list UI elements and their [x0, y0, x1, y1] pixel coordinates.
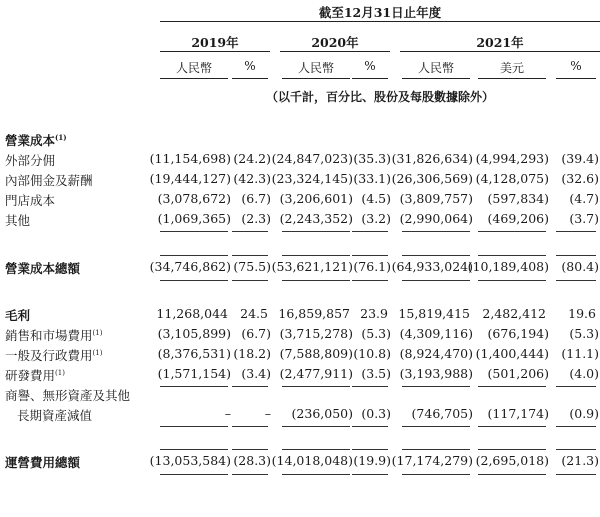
cell-underline [160, 474, 228, 475]
section-cost-heading [0, 131, 600, 151]
cell-value: (24,847,023) [271, 151, 353, 166]
cell-overline [402, 449, 470, 450]
table-row [0, 306, 600, 326]
row-label-text: 銷售和市場費用 [5, 328, 93, 343]
cell-value: (1,571,154) [157, 366, 231, 381]
col-pct-2019: % [244, 59, 256, 73]
footnote-mark: (1) [55, 132, 67, 142]
cell-value: (469,206) [487, 211, 549, 226]
cell-overline [556, 449, 596, 450]
row-label [5, 386, 130, 404]
col-rule [160, 78, 228, 79]
units-note: （以千計，百分比、股份及每股數據除外） [265, 90, 494, 104]
cell-overline [352, 449, 388, 450]
cell-value: (2,243,352) [279, 211, 353, 226]
row-label-text: 長期資產減值 [17, 408, 93, 423]
cell-value: 2,482,412 [482, 306, 546, 321]
cell-value: (1,400,444) [475, 346, 549, 361]
cell-value: 24.5 [240, 306, 268, 321]
cell-value: (2.3) [241, 211, 271, 226]
row-label-text: 門店成本 [5, 193, 56, 208]
cell-underline [352, 426, 388, 427]
table-row [0, 406, 600, 426]
cell-value: – [264, 406, 271, 421]
cell-value: (5.3) [569, 326, 599, 341]
cell-value: (6.7) [241, 191, 271, 206]
cell-value: (13,053,584) [149, 453, 231, 468]
cell-overline [402, 255, 470, 256]
cell-value: (3,105,899) [157, 326, 231, 341]
col-rmb-2021: 人民幣 [417, 61, 454, 75]
cell-value: (23,324,145) [271, 171, 353, 186]
row-label [5, 211, 30, 229]
row-label-text: 營業成本總額 [5, 261, 81, 276]
cell-overline [478, 255, 546, 256]
cell-value: (3.5) [361, 366, 391, 381]
col-rule [352, 78, 388, 79]
cell-value: (2,695,018) [475, 453, 549, 468]
row-label-text: 外部分佣 [5, 153, 56, 168]
cell-value: (501,206) [487, 366, 549, 381]
cell-value: (11,154,698) [149, 151, 231, 166]
footnote-mark: (1) [92, 328, 103, 337]
cell-value: (39.4) [561, 151, 599, 166]
row-label [5, 326, 102, 344]
cell-value: – [224, 406, 231, 421]
cell-underline [556, 231, 596, 232]
table-row [0, 191, 600, 211]
row-label [5, 346, 102, 364]
cell-underline [282, 231, 350, 232]
cell-value: (76.1) [353, 259, 391, 274]
cell-value: (19,444,127) [149, 171, 231, 186]
cell-value: (597,834) [487, 191, 549, 206]
cell-overline [232, 255, 268, 256]
cell-overline [282, 449, 350, 450]
cell-underline [160, 280, 228, 281]
row-label-text: 其他 [5, 213, 31, 228]
year-2019: 2019年 [191, 35, 239, 50]
table-row [0, 259, 600, 279]
cell-underline [402, 426, 470, 427]
row-label-text: 毛利 [5, 308, 31, 323]
cell-value: (21.3) [561, 453, 599, 468]
cell-overline [352, 255, 388, 256]
cell-value: (4.0) [569, 366, 599, 381]
cell-underline [352, 231, 388, 232]
cell-value: (117,174) [487, 406, 549, 421]
cell-underline [160, 231, 228, 232]
section-label [5, 131, 67, 149]
cell-underline [556, 474, 596, 475]
row-label [5, 366, 65, 384]
cell-value: (3,078,672) [157, 191, 231, 206]
cell-value: (4.7) [569, 191, 599, 206]
cell-underline [478, 426, 546, 427]
cell-value: (34,746,862) [149, 259, 231, 274]
row-label [5, 171, 93, 189]
cell-value: (3,809,757) [399, 191, 473, 206]
cell-value: (5.3) [361, 326, 391, 341]
cell-value: (4,128,075) [475, 171, 549, 186]
cell-value: (24.2) [233, 151, 271, 166]
cell-underline [160, 426, 228, 427]
cell-value: (0.3) [361, 406, 391, 421]
row-label-text: 商譽、無形資產及其他 [5, 388, 131, 403]
cell-underline [478, 474, 546, 475]
cell-value: (17,174,279) [391, 453, 473, 468]
cell-value: (4,994,293) [475, 151, 549, 166]
cell-underline [402, 280, 470, 281]
cell-value: (19.9) [353, 453, 391, 468]
cell-value: (8,924,470) [399, 346, 473, 361]
cell-value: (8,376,531) [157, 346, 231, 361]
year-rule-2020 [280, 51, 390, 52]
col-rule [402, 78, 470, 79]
cell-value: (1,069,365) [157, 211, 231, 226]
cell-value: (32.6) [561, 171, 599, 186]
row-label-text: 內部佣金及薪酬 [5, 173, 93, 188]
row-label [5, 453, 80, 471]
col-usd-2021: 美元 [499, 61, 524, 75]
cell-underline [282, 426, 350, 427]
table-row [0, 211, 600, 231]
cell-overline [556, 255, 596, 256]
cell-value: (2,990,064) [399, 211, 473, 226]
table-row [0, 366, 600, 386]
cell-value: (14,018,048) [271, 453, 353, 468]
cell-value: (2,477,911) [279, 366, 353, 381]
cell-underline [478, 231, 546, 232]
col-rule [282, 78, 350, 79]
cell-underline [402, 474, 470, 475]
row-label-text: 一般及行政費用 [5, 348, 93, 363]
cell-value: (3.7) [569, 211, 599, 226]
year-2020: 2020年 [311, 35, 359, 50]
cell-value: (3,193,988) [399, 366, 473, 381]
cell-underline [232, 426, 268, 427]
cell-value: (75.5) [233, 259, 271, 274]
cell-underline [232, 280, 268, 281]
row-label [5, 151, 55, 169]
row-label-text: 研發費用 [5, 368, 56, 383]
cell-value: (18.2) [233, 346, 271, 361]
cell-underline [556, 426, 596, 427]
cell-underline [232, 231, 268, 232]
cell-value: (236,050) [291, 406, 353, 421]
cell-underline [282, 280, 350, 281]
cell-value: (26,306,569) [391, 171, 473, 186]
cell-underline [282, 474, 350, 475]
footnote-mark: (1) [55, 368, 65, 377]
year-2021: 2021年 [476, 35, 524, 50]
cell-overline [160, 255, 228, 256]
cell-value: (53,621,121) [271, 259, 353, 274]
cell-value: (11.1) [561, 346, 599, 361]
cell-value: (3.2) [361, 211, 391, 226]
cell-value: (35.3) [353, 151, 391, 166]
cell-overline [282, 255, 350, 256]
cell-underline [232, 474, 268, 475]
cell-overline [478, 449, 546, 450]
cell-underline [352, 280, 388, 281]
col-rmb-2020: 人民幣 [297, 61, 334, 75]
cell-value: 16,859,857 [278, 306, 350, 321]
cell-overline [232, 449, 268, 450]
footnote-mark: (1) [92, 348, 103, 357]
cell-value: (80.4) [561, 259, 599, 274]
cell-value: (746,705) [411, 406, 473, 421]
col-rmb-2019: 人民幣 [175, 61, 212, 75]
cell-underline [352, 474, 388, 475]
row-label [5, 191, 55, 209]
cell-value: (4,309,116) [399, 326, 473, 341]
cell-value: 11,268,044 [156, 306, 228, 321]
cell-value: 15,819,415 [398, 306, 470, 321]
table-row [0, 151, 600, 171]
cell-value: (676,194) [487, 326, 549, 341]
cell-value: (6.7) [241, 326, 271, 341]
table-row [0, 346, 600, 366]
cell-value: 23.9 [360, 306, 388, 321]
table-row [0, 326, 600, 346]
col-pct-2021: % [570, 59, 582, 73]
col-pct-2020: % [364, 59, 376, 73]
cell-value: (3,206,601) [279, 191, 353, 206]
table-row [0, 386, 600, 406]
table-row [0, 171, 600, 191]
cell-value: (3,715,278) [279, 326, 353, 341]
cell-value: (64,933,024) [391, 259, 473, 274]
cell-value: (33.1) [353, 171, 391, 186]
cell-value: (3.4) [241, 366, 271, 381]
year-rule-2021 [400, 51, 600, 52]
section-title: 營業成本 [5, 133, 56, 148]
cell-value: (0.9) [569, 406, 599, 421]
col-rule [556, 78, 596, 79]
cell-value: (31,826,634) [391, 151, 473, 166]
period-header: 截至12月31日止年度 [318, 5, 442, 20]
col-rule [478, 78, 546, 79]
table-row [0, 453, 600, 473]
cell-underline [402, 231, 470, 232]
cell-value: (28.3) [233, 453, 271, 468]
cell-value: (4.5) [361, 191, 391, 206]
row-label [17, 406, 92, 424]
row-label-text: 運營費用總額 [5, 455, 81, 470]
cell-value: (42.3) [233, 171, 271, 186]
row-label [5, 259, 80, 277]
row-label [5, 306, 30, 324]
cell-underline [478, 280, 546, 281]
cell-underline [556, 280, 596, 281]
cell-value: 19.6 [568, 306, 596, 321]
cell-overline [160, 449, 228, 450]
cell-value: (7,588,809) [279, 346, 353, 361]
col-rule [232, 78, 268, 79]
cell-value: (10.8) [353, 346, 391, 361]
header-rule [160, 21, 600, 22]
cell-value: (10,189,408) [467, 259, 549, 274]
year-rule-2019 [160, 51, 270, 52]
